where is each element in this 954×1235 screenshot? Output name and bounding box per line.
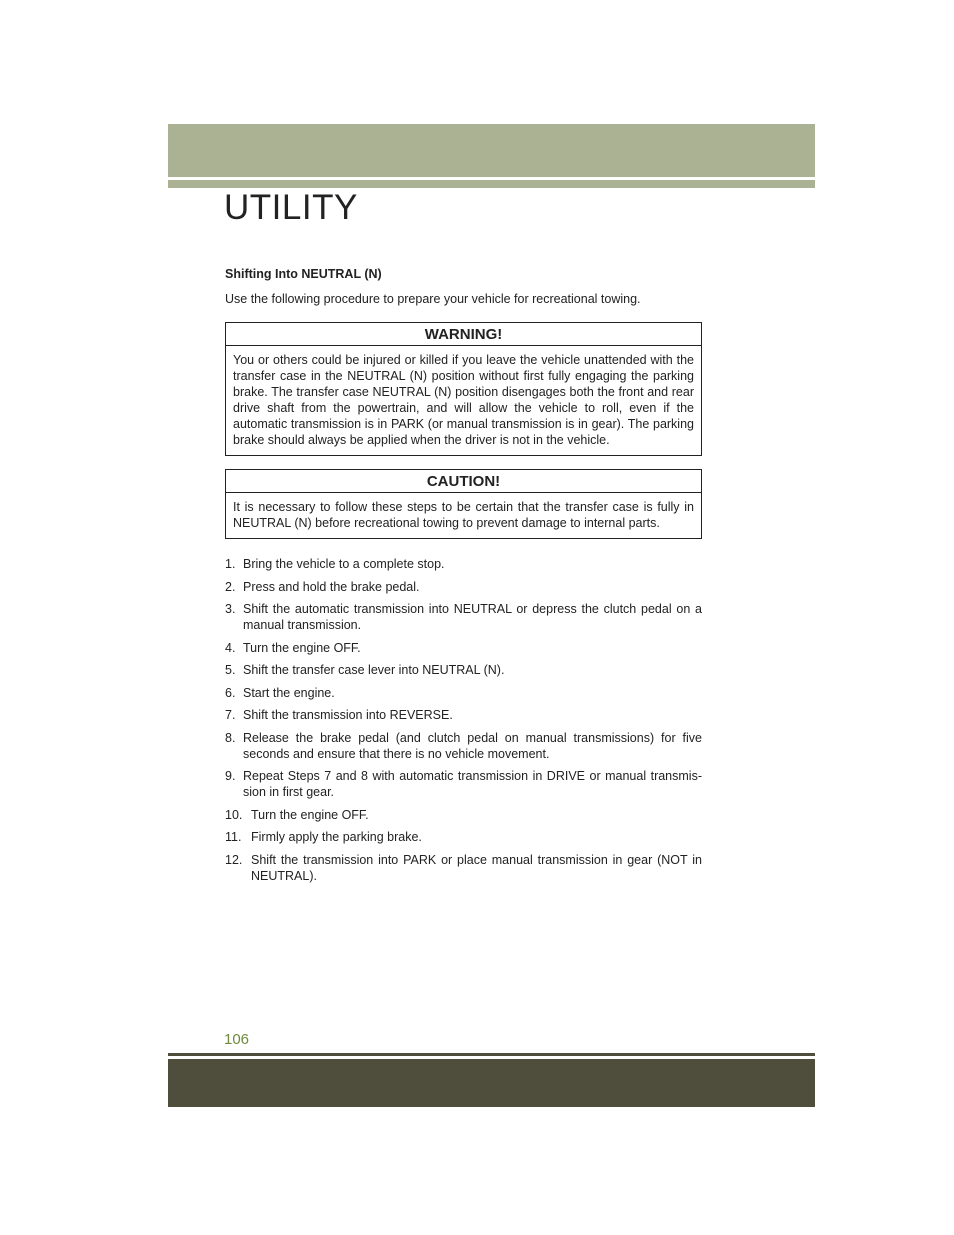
caution-title: CAUTION! <box>226 470 701 493</box>
warning-title: WARNING! <box>226 323 701 346</box>
step-text: Shift the transmission into PARK or place manual transmission in gear (NOT in NEUTRAL). <box>251 852 702 883</box>
header-band <box>168 124 815 177</box>
step-number: 6. <box>225 685 236 700</box>
step-text: Firmly apply the parking brake. <box>251 830 422 844</box>
step-text: Start the engine. <box>243 685 335 700</box>
step-item <box>225 768 702 800</box>
step-text: Release the brake pedal (and clutch pedal on manual transmissions) for five seconds and ensure that there is no vehicle movement. <box>243 730 702 761</box>
step-item <box>225 852 702 884</box>
step-number: 11. <box>225 830 242 844</box>
step-item <box>225 579 702 595</box>
warning-body: You or others could be injured or killed if you leave the vehicle unattended with the transfer case in the NEUTRAL (N) position without first fully engaging the parking brake. The transfer case NEUTRAL (N) position disengages both the front and rear drive shaft from the powertrain, and will allow the vehicle to roll, even if the automatic transmission is in PARK (or manual transmission is in gear). The parking brake should always be applied when the driver is not in the vehicle. <box>233 353 694 447</box>
step-number: 9. <box>225 769 236 783</box>
step-number: 10. <box>225 807 243 822</box>
step-text: Shift the transmission into REVERSE. <box>243 708 453 722</box>
step-number: 1. <box>225 557 236 571</box>
step-text: Turn the engine OFF. <box>243 640 361 655</box>
warning-box <box>225 322 702 456</box>
subheading: Shifting Into NEUTRAL (N) <box>225 267 382 281</box>
step-item <box>225 807 702 823</box>
step-number: 7. <box>225 708 236 722</box>
step-text: Press and hold the brake pedal. <box>243 579 420 594</box>
step-item <box>225 685 702 701</box>
step-number: 3. <box>225 602 236 616</box>
step-text: Repeat Steps 7 and 8 with automatic transmission in DRIVE or manual transmis-sion in first gear. <box>243 769 702 799</box>
step-item <box>225 730 702 762</box>
step-text: Turn the engine OFF. <box>251 807 369 822</box>
step-item <box>225 662 702 678</box>
step-number: 2. <box>225 579 236 594</box>
page-number: 106 <box>224 1031 250 1048</box>
step-item <box>225 640 702 656</box>
step-text: Shift the transfer case lever into NEUTRAL (N). <box>243 663 505 677</box>
step-number: 4. <box>225 640 236 655</box>
footer-line <box>168 1053 815 1056</box>
intro-paragraph: Use the following procedure to prepare your vehicle for recreational towing. <box>225 292 641 306</box>
step-item <box>225 829 702 845</box>
header-stripe <box>168 180 815 188</box>
step-item <box>225 707 702 723</box>
step-item <box>225 556 702 572</box>
step-item <box>225 601 702 633</box>
footer-band <box>168 1059 815 1107</box>
steps-list <box>225 556 702 890</box>
section-title: UTILITY <box>224 188 358 227</box>
step-text: Bring the vehicle to a complete stop. <box>243 557 445 571</box>
caution-body: It is necessary to follow these steps to be certain that the transfer case is fully in NEUTRAL (N) before recreational towing to prevent damage to internal parts. <box>233 500 694 530</box>
step-number: 8. <box>225 730 236 745</box>
step-number: 5. <box>225 663 236 677</box>
step-text: Shift the automatic transmission into NEUTRAL or depress the clutch pedal on a manual transmission. <box>243 602 702 632</box>
caution-box <box>225 469 702 539</box>
step-number: 12. <box>225 852 243 867</box>
